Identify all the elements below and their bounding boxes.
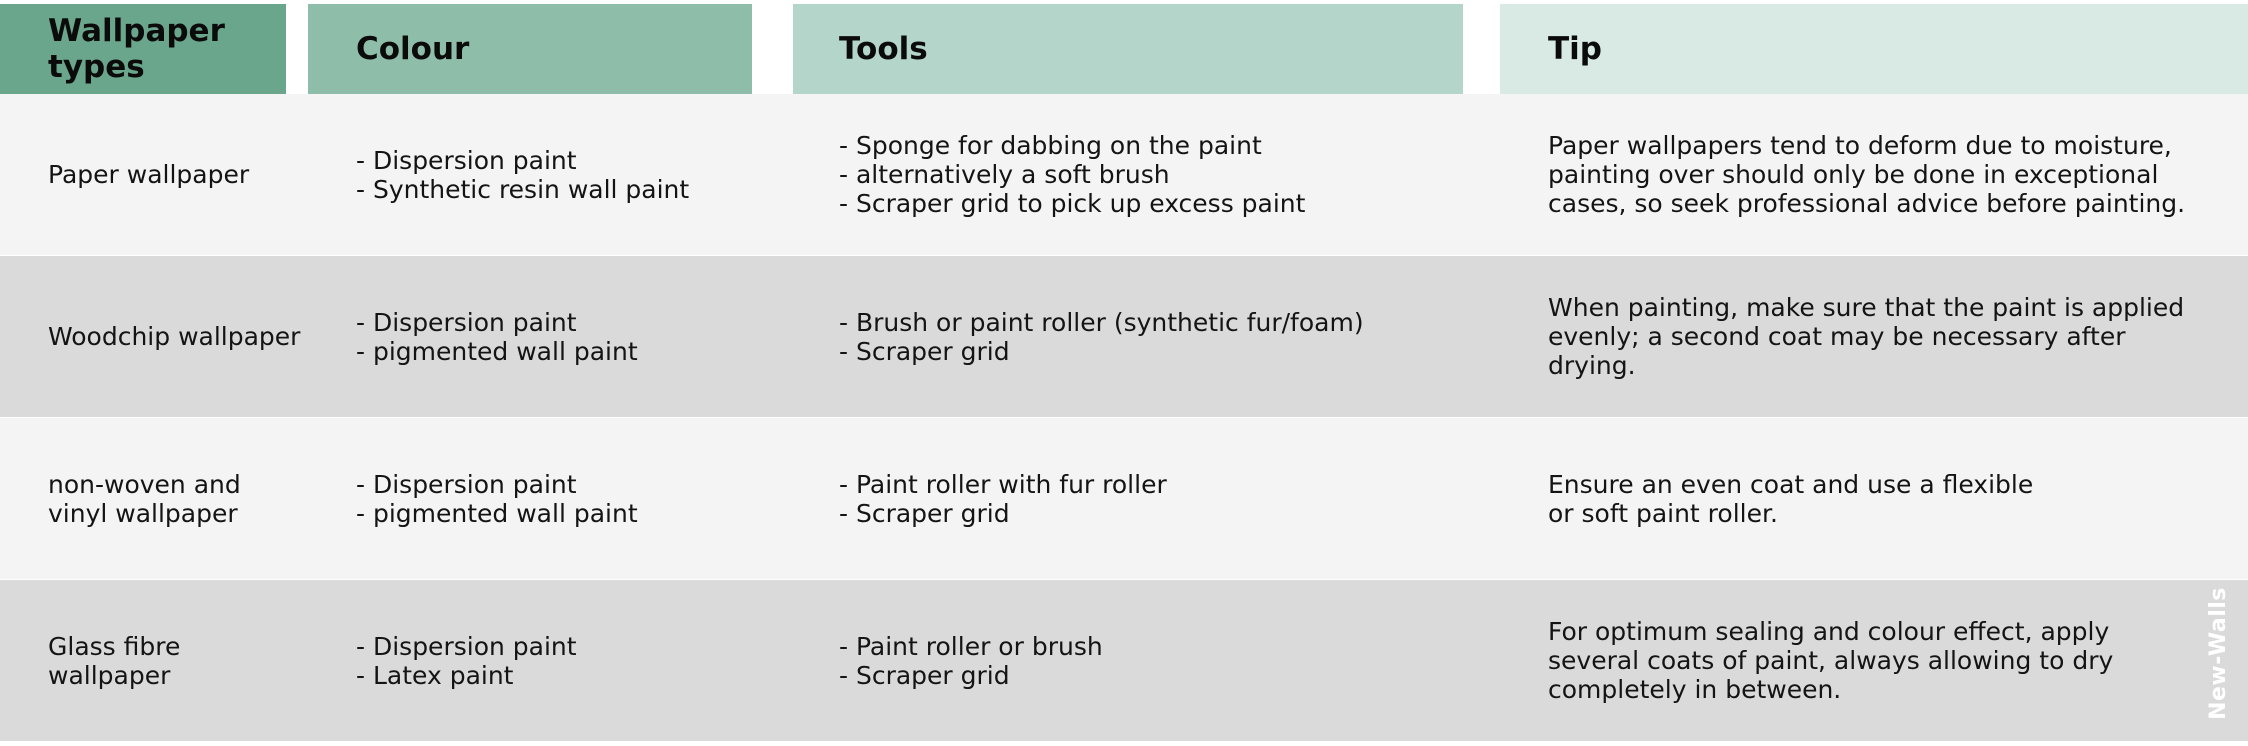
header-tools-label: Tools [839, 31, 928, 67]
table-row [0, 94, 2248, 255]
cell-tools: - Sponge for dabbing on the paint - alternatively a soft brush - Scraper grid to pick up excess paint [839, 131, 1306, 218]
table-row [0, 256, 2248, 417]
cell-tools: - Paint roller with fur roller - Scraper grid [839, 469, 1167, 528]
table-row [0, 418, 2248, 579]
cell-wallpaper-type: Woodchip wallpaper [48, 322, 301, 351]
cell-tip: For optimum sealing and colour effect, apply several coats of paint, always allowing to dry completely in between. [1548, 617, 2114, 704]
table-row [0, 580, 2248, 741]
cell-tip: Ensure an even coat and use a flexible or soft paint roller. [1548, 469, 2034, 528]
header-colour-label: Colour [356, 31, 470, 67]
header-tools [793, 4, 1463, 94]
header-tip [1500, 4, 2248, 94]
cell-colour: - Dispersion paint - Synthetic resin wall paint [356, 145, 690, 204]
header-colour [308, 4, 752, 94]
cell-wallpaper-type: Paper wallpaper [48, 160, 250, 189]
watermark-text: New-Walls [2205, 586, 2231, 720]
header-wallpaper-types [0, 4, 286, 94]
cell-colour: - Dispersion paint - pigmented wall paint [356, 307, 638, 366]
watermark [2198, 583, 2238, 723]
cell-tools: - Brush or paint roller (synthetic fur/foam) - Scraper grid [839, 307, 1364, 366]
cell-wallpaper-type: non-woven and vinyl wallpaper [48, 469, 241, 528]
cell-tools: - Paint roller or brush - Scraper grid [839, 631, 1103, 690]
cell-tip: When painting, make sure that the paint is applied evenly; a second coat may be necessary after drying. [1548, 293, 2185, 380]
cell-colour: - Dispersion paint - Latex paint [356, 631, 577, 690]
cell-tip: Paper wallpapers tend to deform due to moisture, painting over should only be done in exceptional cases, so seek professional advice before painting. [1548, 131, 2186, 218]
header-wallpaper-types-label: Wallpaper types [48, 13, 225, 85]
cell-colour: - Dispersion paint - pigmented wall paint [356, 469, 638, 528]
cell-wallpaper-type: Glass fibre wallpaper [48, 631, 181, 690]
header-tip-label: Tip [1548, 31, 1602, 67]
